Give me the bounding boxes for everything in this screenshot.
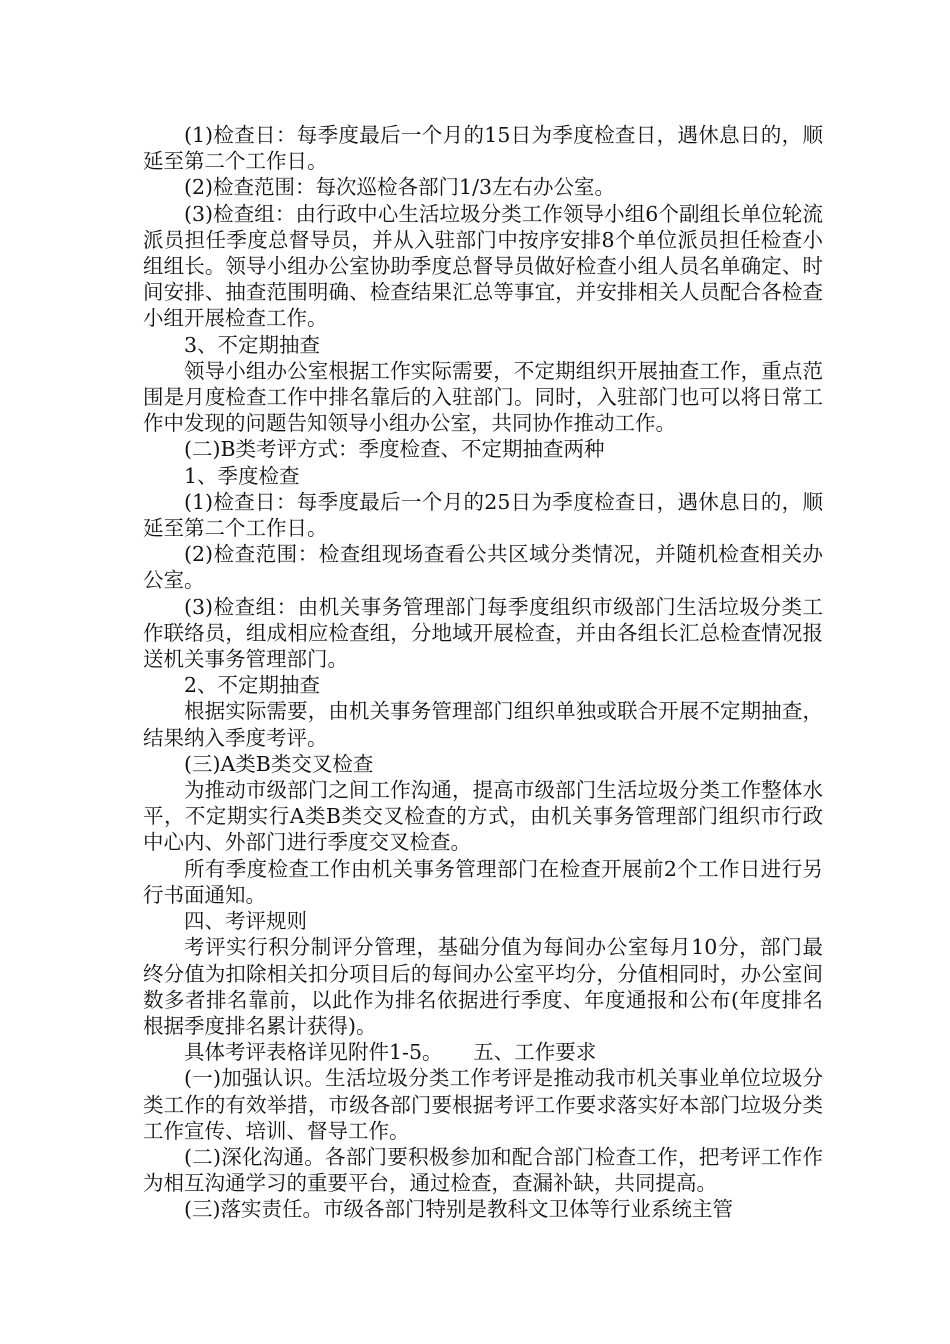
paragraph: (2)检查范围：检查组现场查看公共区域分类情况，并随机检查相关办公室。 xyxy=(143,542,823,593)
paragraph: (3)检查组：由机关事务管理部门每季度组织市级部门生活垃圾分类工作联络员，组成相应检查组，分地域开展检查，并由各组长汇总检查情况报送机关事务管理部门。 xyxy=(143,594,823,672)
paragraph: (2)检查范围：每次巡检各部门1/3左右办公室。 xyxy=(184,175,616,200)
paragraph: 具体考评表格详见附件1-5。 五、工作要求 xyxy=(184,1040,597,1065)
paragraph: (三)落实责任。市级各部门特别是教科文卫体等行业系统主管 xyxy=(184,1197,733,1222)
paragraph: (1)检查日：每季度最后一个月的25日为季度检查日，遇休息日的，顺延至第二个工作日。 xyxy=(143,489,823,541)
paragraph: 所有季度检查工作由机关事务管理部门在检查开展前2个工作日进行另行书面通知。 xyxy=(143,856,823,907)
paragraph: 根据实际需要，由机关事务管理部门组织单独或联合开展不定期抽查，结果纳入季度考评。 xyxy=(143,699,823,750)
paragraph: (二)深化沟通。各部门要积极参加和配合部门检查工作，把考评工作作为相互沟通学习的重要平台，通过检查，查漏补缺，共同提高。 xyxy=(143,1144,823,1196)
document-body xyxy=(143,122,823,1223)
paragraph: (3)检查组：由行政中心生活垃圾分类工作领导小组6个副组长单位轮流派员担任季度总督导员，并从入驻部门中按序安排8个单位派员担任检查小组组长。领导小组办公室协助季度总督导员做好检查小组人员名单确定、时间安排、抽查范围明确、检查结果汇总等事宜，并安排相关人员配合各检查小组开展检查工作。 xyxy=(143,201,823,331)
section-heading: 3、不定期抽查 xyxy=(184,332,321,357)
paragraph: 考评实行积分制评分管理，基础分值为每间办公室每月10分，部门最终分值为扣除相关扣分项目后的每间办公室平均分，分值相同时，办公室间数多者排名靠前，以此作为排名依据进行季度、年度通报和公布(年度排名根据季度排名累计获得)。 xyxy=(143,935,823,1038)
section-heading: 2、不定期抽查 xyxy=(184,673,321,698)
paragraph: 为推动市级部门之间工作沟通，提高市级部门生活垃圾分类工作整体水平，不定期实行A类B类交叉检查的方式，由机关事务管理部门组织市行政中心内、外部门进行季度交叉检查。 xyxy=(143,778,823,855)
paragraph: (1)检查日：每季度最后一个月的15日为季度检查日，遇休息日的，顺延至第二个工作日。 xyxy=(143,123,823,174)
paragraph: 领导小组办公室根据工作实际需要，不定期组织开展抽查工作，重点范围是月度检查工作中排名靠后的入驻部门。同时，入驻部门也可以将日常工作中发现的问题告知领导小组办公室，共同协作推动工作。 xyxy=(143,358,823,436)
section-heading: (二)B类考评方式：季度检查、不定期抽查两种 xyxy=(184,437,605,462)
paragraph: (一)加强认识。生活垃圾分类工作考评是推动我市机关事业单位垃圾分类工作的有效举措，市级各部门要根据考评工作要求落实好本部门垃圾分类工作宣传、培训、督导工作。 xyxy=(143,1066,823,1143)
section-heading: 四、考评规则 xyxy=(184,909,307,934)
section-heading: (三)A类B类交叉检查 xyxy=(184,751,374,776)
section-heading: 1、季度检查 xyxy=(184,463,300,488)
